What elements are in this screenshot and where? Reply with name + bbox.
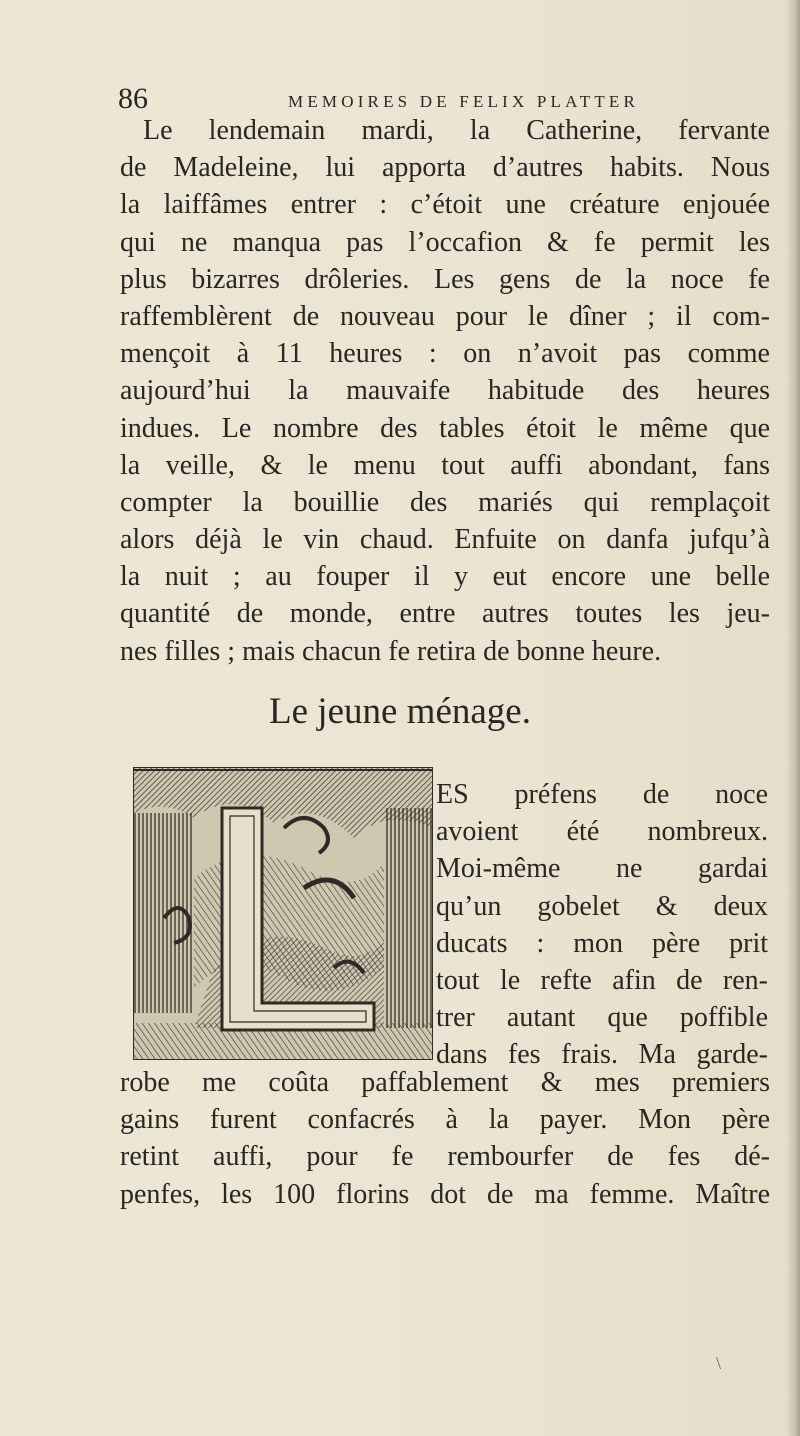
text-line: tout le refte afin de ren- bbox=[436, 964, 768, 996]
text-line: quantité de monde, entre autres toutes les jeu- bbox=[120, 598, 770, 630]
text-line: robe me coûta paffablement & mes premiers bbox=[120, 1067, 770, 1098]
text-line: penfes, les 100 florins dot de ma femme. Maître bbox=[120, 1178, 770, 1210]
text-line: compter la bouillie des mariés qui remplaçoit bbox=[120, 486, 770, 518]
text-line: trer autant que poffible bbox=[436, 1002, 768, 1034]
text-line: la laiffâmes entrer : c’étoit une créature enjouée bbox=[120, 189, 770, 221]
text-line: gains furent confacrés à la payer. Mon père bbox=[120, 1104, 770, 1136]
ornamental-initial bbox=[133, 767, 433, 1060]
text-line: retint auffi, pour fe rembourfer de fes dé- bbox=[120, 1141, 770, 1173]
text-line: Moi-même ne gardai bbox=[436, 853, 768, 885]
text-line: indues. Le nombre des tables étoit le même que bbox=[120, 412, 770, 444]
text-line: plus bizarres drôleries. Les gens de la noce fe bbox=[120, 263, 770, 295]
text-line: la nuit ; au fouper il y eut encore une belle bbox=[120, 561, 770, 593]
running-title: MEMOIRES DE FELIX PLATTER bbox=[288, 92, 640, 111]
text-line: qu’un gobelet & deux bbox=[436, 890, 768, 922]
text-line: raffemblèrent de nouveau pour le dîner ; il com- bbox=[120, 300, 770, 332]
text-line: nes filles ; mais chacun fe retira de bonne heure. bbox=[120, 635, 662, 667]
text-line: aujourd’hui la mauvaife habitude des heures bbox=[120, 375, 770, 407]
paragraph-1 bbox=[120, 112, 770, 670]
text-line: avoient été nombreux. bbox=[436, 816, 768, 848]
text-line: mençoit à 11 heures : on n’avoit pas comme bbox=[120, 338, 770, 370]
text-line: qui ne manqua pas l’occafion & fe permit les bbox=[120, 226, 770, 258]
paragraph-2-continued bbox=[120, 1064, 770, 1213]
text-line: de Madeleine, lui apporta d’autres habits. Nous bbox=[120, 152, 770, 184]
text-line: ducats : mon père prit bbox=[436, 927, 768, 959]
text-line: alors déjà le vin chaud. Enfuite on danfa jufqu’à bbox=[120, 524, 770, 556]
page-number: 86 bbox=[118, 82, 148, 115]
chapter-title: Le jeune ménage. bbox=[269, 691, 531, 732]
stray-mark: \ bbox=[716, 1353, 722, 1373]
paragraph-2-beside-initial bbox=[436, 776, 768, 1074]
text-line: ES préfens de noce bbox=[436, 779, 768, 810]
text-line: Le lendemain mardi, la Catherine, fervante bbox=[143, 115, 770, 146]
text-line: dans fes frais. Ma garde- bbox=[436, 1039, 768, 1071]
text-line: la veille, & le menu tout auffi abondant, fans bbox=[120, 449, 770, 481]
ornamental-initial-illustration bbox=[134, 768, 432, 1059]
